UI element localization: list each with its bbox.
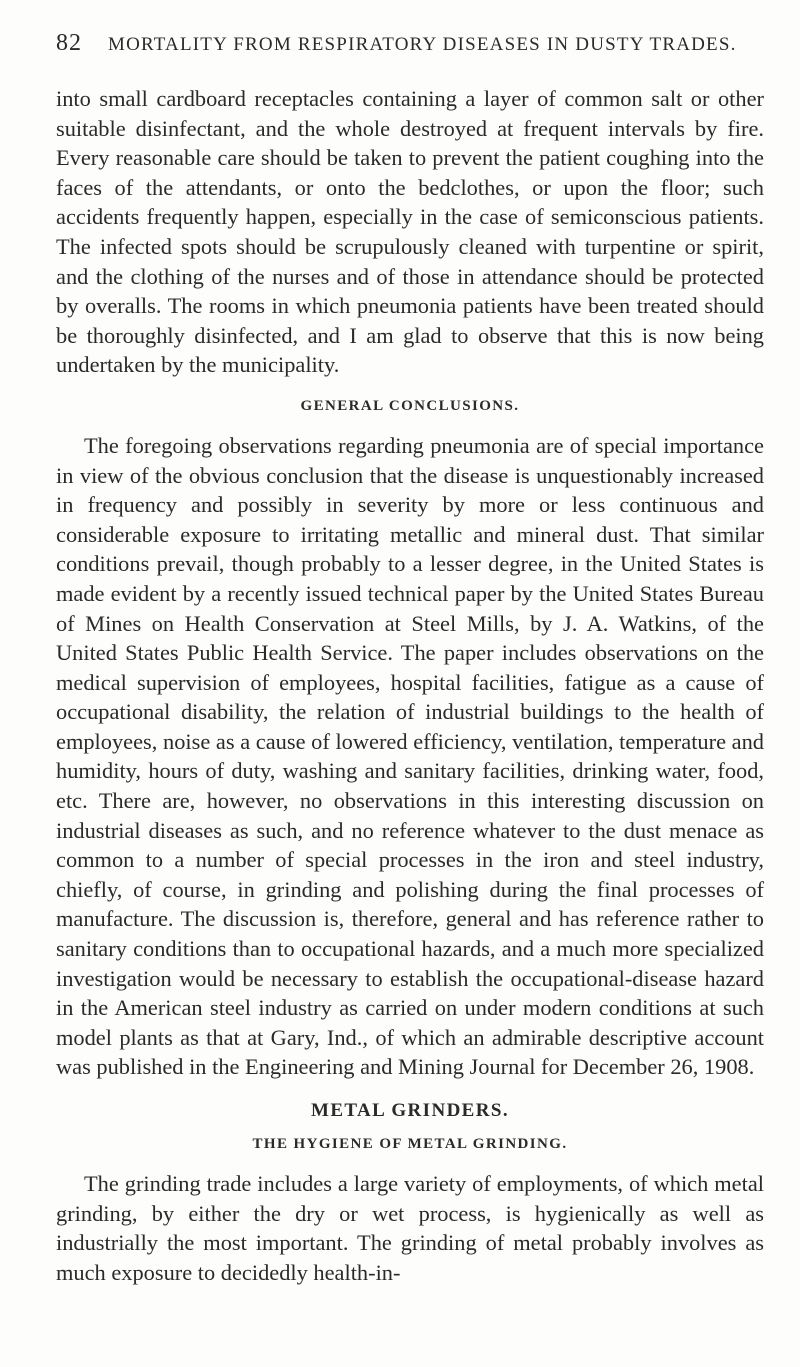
running-head: [56, 30, 744, 57]
heading-general-conclusions: GENERAL CONCLUSIONS.: [300, 397, 520, 414]
page-number: 82: [56, 30, 82, 56]
page-body: [56, 84, 764, 1287]
paragraph-grinding-trade: The grinding trade includes a large variety of employments, of which metal grinding, by either the dry or wet process, is hygienically as well as industrially the most important. The grinding of metal probably involves as much exposure to decidedly health-in-: [56, 1171, 764, 1285]
heading-metal-grinders: METAL GRINDERS.: [310, 1100, 509, 1121]
running-title: MORTALITY FROM RESPIRATORY DISEASES IN DUSTY TRADES.: [108, 34, 737, 55]
paragraph-conclusions: The foregoing observations regarding pneumonia are of special importance in view of the obvious conclusion that the disease is unquestionably increased in frequency and possibly in severity by more or less continuous and considerable exposure to irritating metallic and mineral dust. That similar conditions prevail, though probably to a lesser degree, in the United States is made evident by a recently issued technical paper by the United States Bureau of Mines on Health Conservation at Steel Mills, by J. A. Watkins, of the United States Public Health Service. The paper includes observations on the medical supervision of employees, hospital facilities, fatigue as a cause of occupational disability, the relation of industrial buildings to the health of employees, noise as a cause of lowered efficiency, ventilation, temperature and humidity, hours of duty, washing and sanitary facilities, drinking water, food, etc. There are, however, no observations in this interesting discussion on industrial diseases as such, and no reference whatever to the dust menace as common to a number of special processes in the iron and steel industry, chiefly, of course, in grinding and polishing during the final processes of manufacture. The discussion is, therefore, general and has reference rather to sanitary conditions than to occupational hazards, and a much more specialized investigation would be necessary to establish the occupational-disease hazard in the American steel industry as carried on under modern conditions at such model plants as that at Gary, Ind., of which an admirable descriptive account was published in the Engineering and Mining Journal for December 26, 1908.: [56, 432, 764, 1080]
paragraph-continued: into small cardboard receptacles containing a layer of common salt or other suitable disinfectant, and the whole destroyed at frequent intervals by fire. Every reasonable care should be taken to prevent the patient coughing into the faces of the attendants, or onto the bedclothes, or upon the floor; such accidents frequently happen, especially in the case of semiconscious patients. The infected spots should be scrupulously cleaned with turpentine or spirit, and the clothing of the nurses and of those in attendance should be protected by overalls. The rooms in which pneumonia patients have been treated should be thoroughly disinfected, and I am glad to observe that this is now being undertaken by the municipality.: [56, 86, 764, 378]
heading-hygiene-metal-grinding: THE HYGIENE OF METAL GRINDING.: [252, 1136, 568, 1152]
